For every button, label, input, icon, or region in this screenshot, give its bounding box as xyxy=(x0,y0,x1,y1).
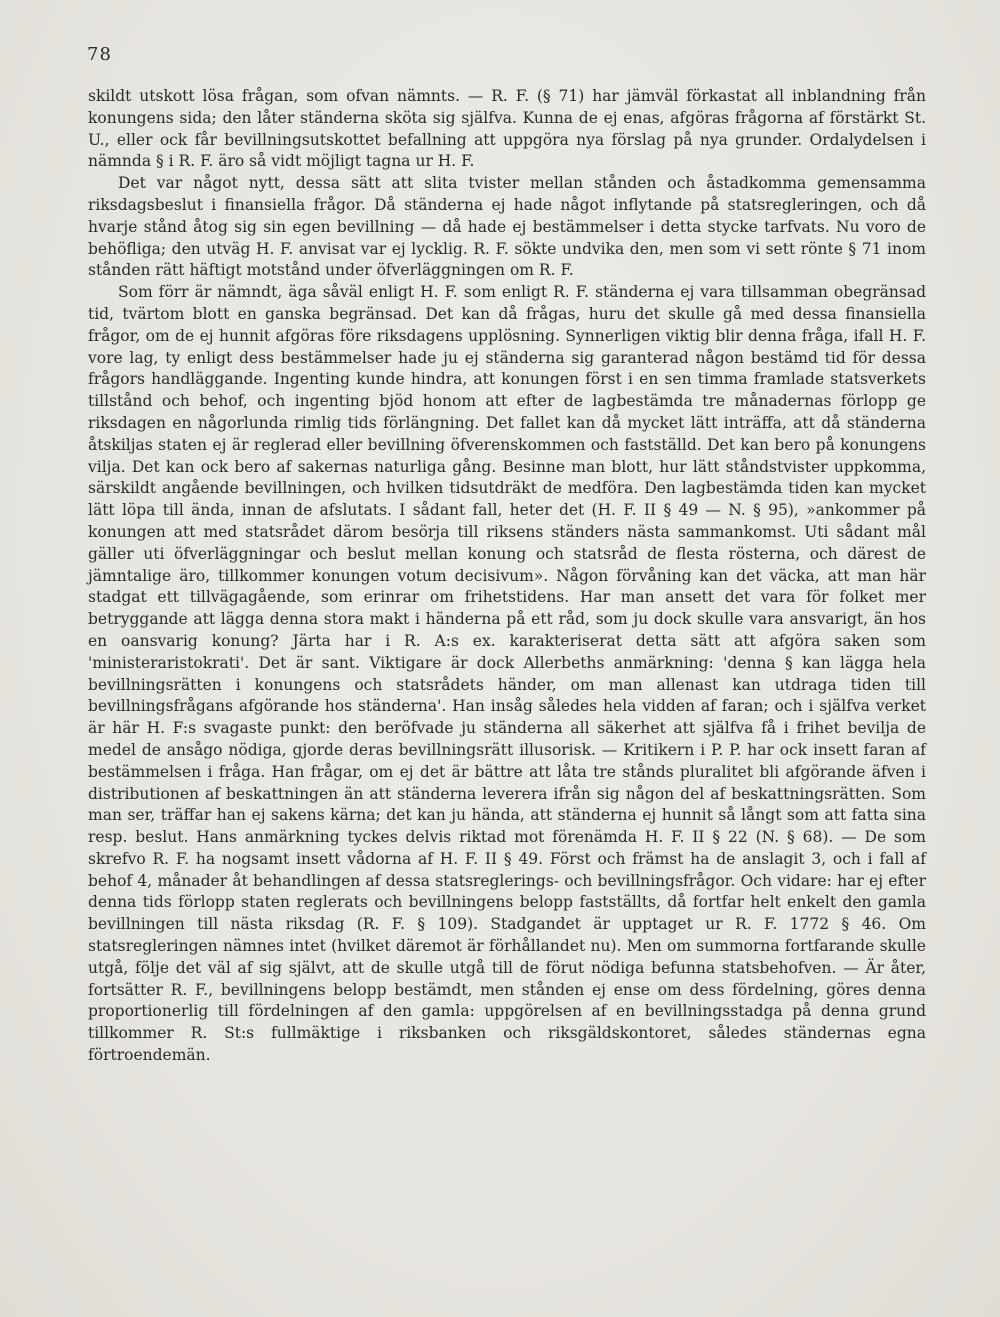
page-number: 78 xyxy=(87,44,112,65)
paragraph-3: Som förr är nämndt, äga såväl enligt H. F. som enligt R. F. ständerna ej vara tillsamman obegränsad tid, tvärtom blott en ganska begränsad. Det kan då frågas, huru det skulle gå med dessa finansiella frågor, om de ej hunnit afgöras före riksdagens upplösning. Synnerligen viktig blir denna fråga, ifall H. F. vore lag, ty enligt dess bestämmelser hade ju ej ständerna sig garanterad någon bestämd tid för dessa frågors handläggande. Ingenting kunde hindra, att konungen först i en sen timma framlade statsverkets tillstånd och behof, och ingenting bjöd honom att efter de lagbestämda tre månadernas förlopp ge riksdagen en någorlunda rimlig tids förlängning. Det fallet kan då mycket lätt inträffa, att då ständerna åtskiljas staten ej är reglerad eller bevillning öfverenskommen och fastställd. Det kan bero på konungens vilja. Det kan ock bero af sakernas naturliga gång. Besinne man blott, hur lätt ståndstvister uppkomma, särskildt angående bevillningen, och hvilken tidsutdräkt de medföra. Den lagbestämda tiden kan mycket lätt löpa till ända, innan de afslutats. I sådant fall, heter det (H. F. II § 49 — N. § 95), »ankommer på konungen att med statsrådet därom besörja till riksens ständers nästa sammankomst. Uti sådant mål gäller uti öfverläggningar och beslut mellan konung och statsråd de flesta rösterna, och därest de jämntalige äro, tillkommer konungen votum decisivum». Någon förvåning kan det väcka, att man här stadgat ett tillvägagående, som erinrar om frihetstidens. Har man ansett det vara för folket mer betryggande att lägga denna stora makt i händerna på ett råd, som ju dock skulle vara ansvarigt, än hos en oansvarig konung? Järta har i R. A:s ex. karakteriserat detta sätt att afgöra saken som 'ministeraristokrati'. Det är sant. Viktigare är dock Allerbeths anmärkning: 'denna § kan lägga hela bevillningsrätten i konungens och statsrådets händer, om man allenast kan utdraga tiden till bevillningsfrågans afgörande hos ständerna'. Han insåg således hela vidden af faran; och i själfva verket är här H. F:s svagaste punkt: den beröfvade ju ständerna all säkerhet att själfva få i frihet bevilja de medel de ansågo nödiga, gjorde deras bevillningsrätt illusorisk. — Kritikern i P. P. har ock insett faran af bestämmelsen i fråga. Han frågar, om ej det är bättre att låta tre stånds pluralitet bli afgörande äfven i distributionen af beskattningen än att ständerna leverera ifrån sig någon del af beskattningsrätten. Som man ser, träffar han ej sakens kärna; det kan ju hända, att ständerna ej hunnit så långt som att fatta sina resp. beslut. Hans anmärkning tyckes delvis riktad mot förenämda H. F. II § 22 (N. § 68). — De som skrefvo R. F. ha nogsamt insett vådorna af H. F. II § 49. Först och främst ha de anslagit 3, och i fall af behof 4, månader åt behandlingen af dessa statsreglerings- och bevillningsfrågor. Och vidare: har ej efter denna tids förlopp staten reglerats och bevillningens belopp fastställts, då fortfar helt enkelt den gamla bevillningen till nästa riksdag (R. F. § 109). Stadgandet är upptaget ur R. F. 1772 § 46. Om statsregleringen nämnes intet (hvilket däremot är förhållandet nu). Men om summorna fortfarande skulle utgå, följe det väl af sig självt, att de skulle utgå till de förut nödiga befunna statsbehofven. — Är åter, fortsätter R. F., bevillningens belopp bestämdt, men stånden ej ense om dess fördelning, göres denna proportionerlig till fördelningen af den gamla: uppgörelsen af en bevillningsstadga på denna grund tillkommer R. St:s fullmäktige i riksbanken och riksgäldskontoret, således ständernas egna förtroendemän. xyxy=(88,283,926,1065)
paragraph-1: skildt utskott lösa frågan, som ofvan nämnts. — R. F. (§ 71) har jämväl förkastat all inblandning från konungens sida; den låter ständerna sköta sig själfva. Kunna de ej enas, afgöras frågorna af förstärkt St. U., eller ock får bevillningsutskottet befallning att uppgöra nya förslag på nya grunder. Ordalydelsen i nämnda § i R. F. äro så vidt möjligt tagna ur H. F. xyxy=(88,87,926,171)
body-text xyxy=(88,86,926,1067)
paragraph-2: Det var något nytt, dessa sätt att slita tvister mellan stånden och åstadkomma gemensamma riksdagsbeslut i finansiella frågor. Då ständerna ej hade något inflytande på statsregleringen, och då hvarje stånd åtog sig sin egen bevillning — då hade ej bestämmelser i detta stycke tarfvats. Nu voro de behöfliga; den utväg H. F. anvisat var ej lycklig. R. F. sökte undvika den, men som vi sett rönte § 71 inom stånden rätt häftigt motstånd under öfverläggningen om R. F. xyxy=(88,174,926,280)
